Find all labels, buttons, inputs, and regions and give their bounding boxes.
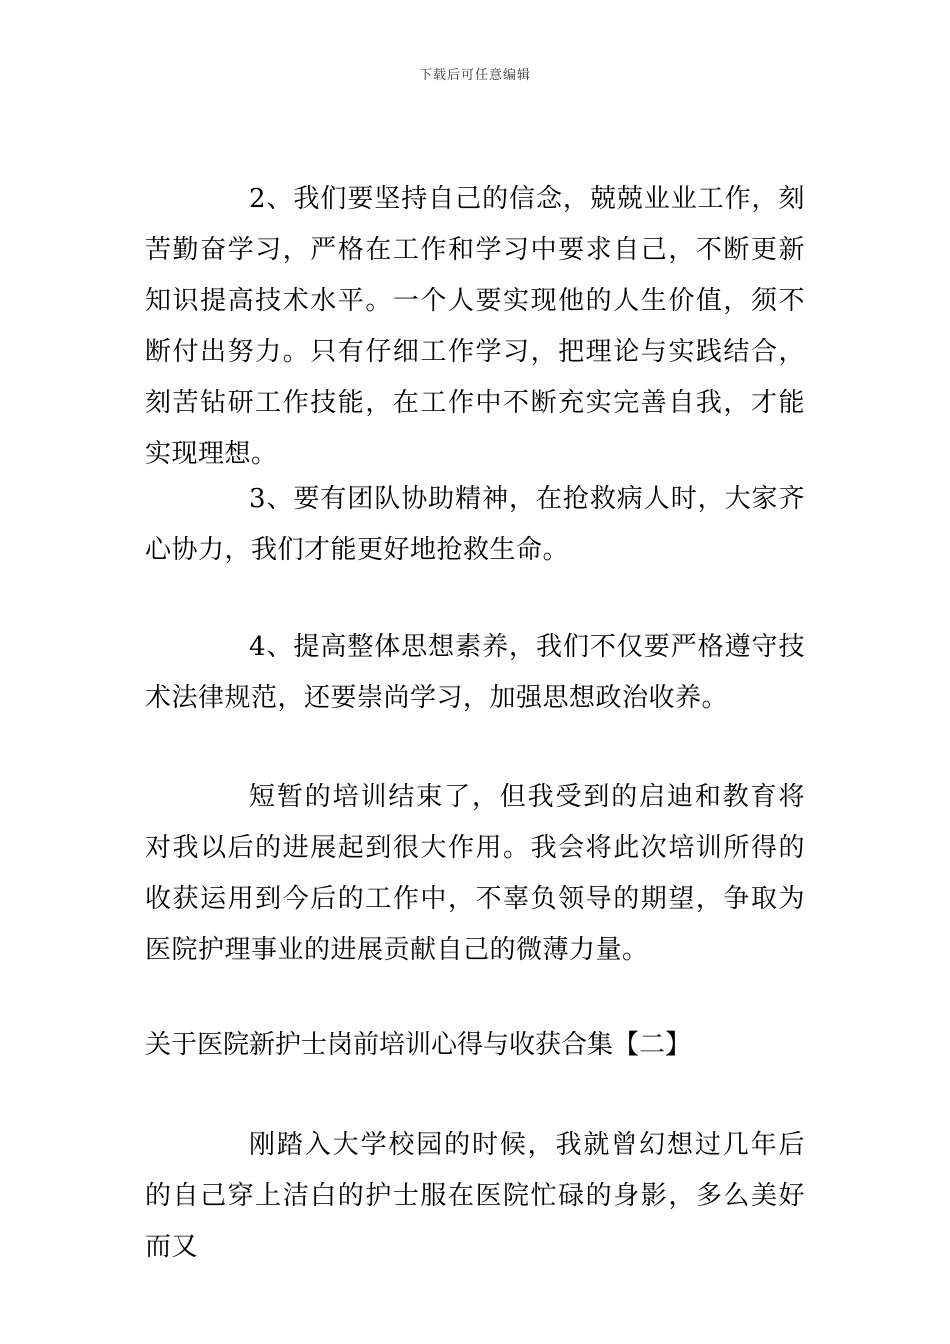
paragraph-conclusion: 短暂的培训结束了，但我受到的启迪和教育将对我以后的进展起到很大作用。我会将此次培训所得的收获运用到今后的工作中，不辜负领导的期望，争取为医院护理事业的进展贡献自己的微薄力量。	[145, 782, 805, 965]
paragraph-point-3: 3、要有团队协助精神，在抢救病人时，大家齐心协力，我们才能更好地抢救生命。	[145, 484, 805, 565]
page-header-note: 下载后可任意编辑	[418, 68, 531, 83]
paragraph-section-two-intro: 刚踏入大学校园的时候，我就曾幻想过几年后的自己穿上洁白的护士服在医院忙碌的身影，多么美好而又	[145, 1130, 805, 1262]
section-heading: 关于医院新护士岗前培训心得与收获合集【二】	[145, 1030, 692, 1060]
paragraph-point-4: 4、提高整体思想素养，我们不仅要严格遵守技术法律规范，还要崇尚学习，加强思想政治收养。	[145, 632, 805, 713]
paragraph-point-2: 2、我们要坚持自己的信念，兢兢业业工作，刻苦勤奋学习，严格在工作和学习中要求自己，不断更新知识提高技术水平。一个人要实现他的人生价值，须不断付出努力。只有仔细工作学习，把理论与实践结合，刻苦钻研工作技能，在工作中不断充实完善自我，才能实现理想。	[145, 184, 805, 469]
